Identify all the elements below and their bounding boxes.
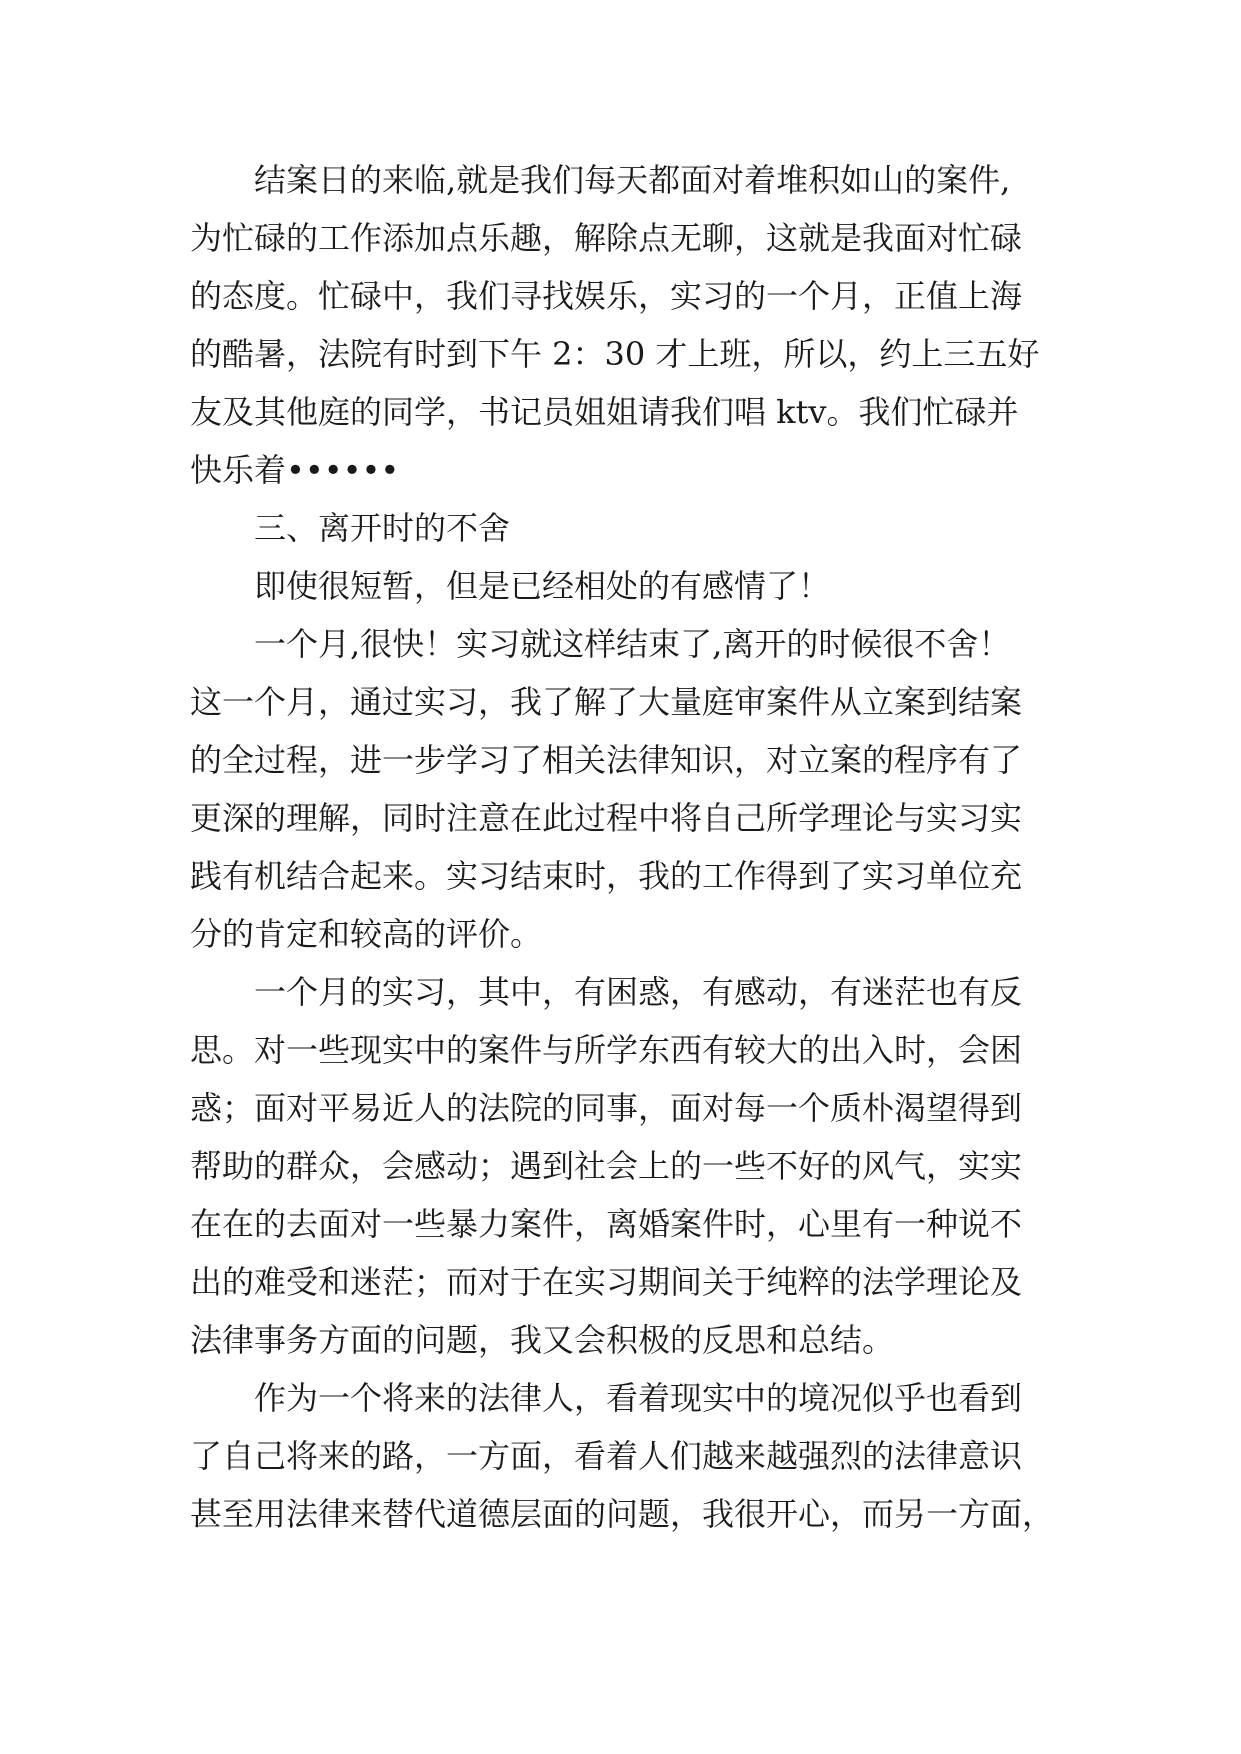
text-line-21: 法律事务方面的问题，我又会积极的反思和总结。 [190,1321,895,1359]
text-line-9: 一个月,很快！实习就这样结束了,离开的时候很不舍！ [254,625,1011,663]
text-line-6: 快乐着•••••• [190,451,400,489]
text-line-15: 一个月的实习，其中，有困惑，有感动，有迷茫也有反 [254,973,1023,1011]
text-line-23: 了自己将来的路，一方面，看着人们越来越强烈的法律意识 [190,1437,1023,1475]
text-line-11: 的全过程，进一步学习了相关法律知识，对立案的程序有了 [190,741,1023,779]
text-line-20: 出的难受和迷茫；而对于在实习期间关于纯粹的法学理论及 [190,1263,1023,1301]
section-heading: 三、离开时的不舍 [254,509,511,547]
text-line-17: 惑；面对平易近人的法院的同事，面对每一个质朴渴望得到 [190,1089,1023,1127]
text-line-5: 友及其他庭的同学，书记员姐姐请我们唱 ktv。我们忙碌并 [190,393,1019,431]
text-line-8: 即使很短暂，但是已经相处的有感情了！ [254,567,831,605]
text-line-1: 结案日的来临,就是我们每天都面对着堆积如山的案件, [254,161,1011,199]
text-line-12: 更深的理解，同时注意在此过程中将自己所学理论与实习实 [190,799,1023,837]
text-line-10: 这一个月，通过实习，我了解了大量庭审案件从立案到结案 [190,683,1023,721]
text-line-19: 在在的去面对一些暴力案件，离婚案件时，心里有一种说不 [190,1205,1023,1243]
text-line-24: 甚至用法律来替代道德层面的问题，我很开心，而另一方面， [190,1495,1055,1533]
text-line-4: 的酷暑，法院有时到下午 2：30 才上班，所以，约上三五好 [190,335,1040,373]
text-line-13: 践有机结合起来。实习结束时，我的工作得到了实习单位充 [190,857,1023,895]
text-line-22: 作为一个将来的法律人，看着现实中的境况似乎也看到 [254,1379,1023,1417]
text-line-18: 帮助的群众，会感动；遇到社会上的一些不好的风气，实实 [190,1147,1023,1185]
text-line-3: 的态度。忙碌中，我们寻找娱乐，实习的一个月，正值上海 [190,277,1023,315]
text-line-2: 为忙碌的工作添加点乐趣，解除点无聊，这就是我面对忙碌 [190,219,1023,257]
text-line-14: 分的肯定和较高的评价。 [190,915,543,953]
text-line-16: 思。对一些现实中的案件与所学东西有较大的出入时，会困 [190,1031,1023,1069]
